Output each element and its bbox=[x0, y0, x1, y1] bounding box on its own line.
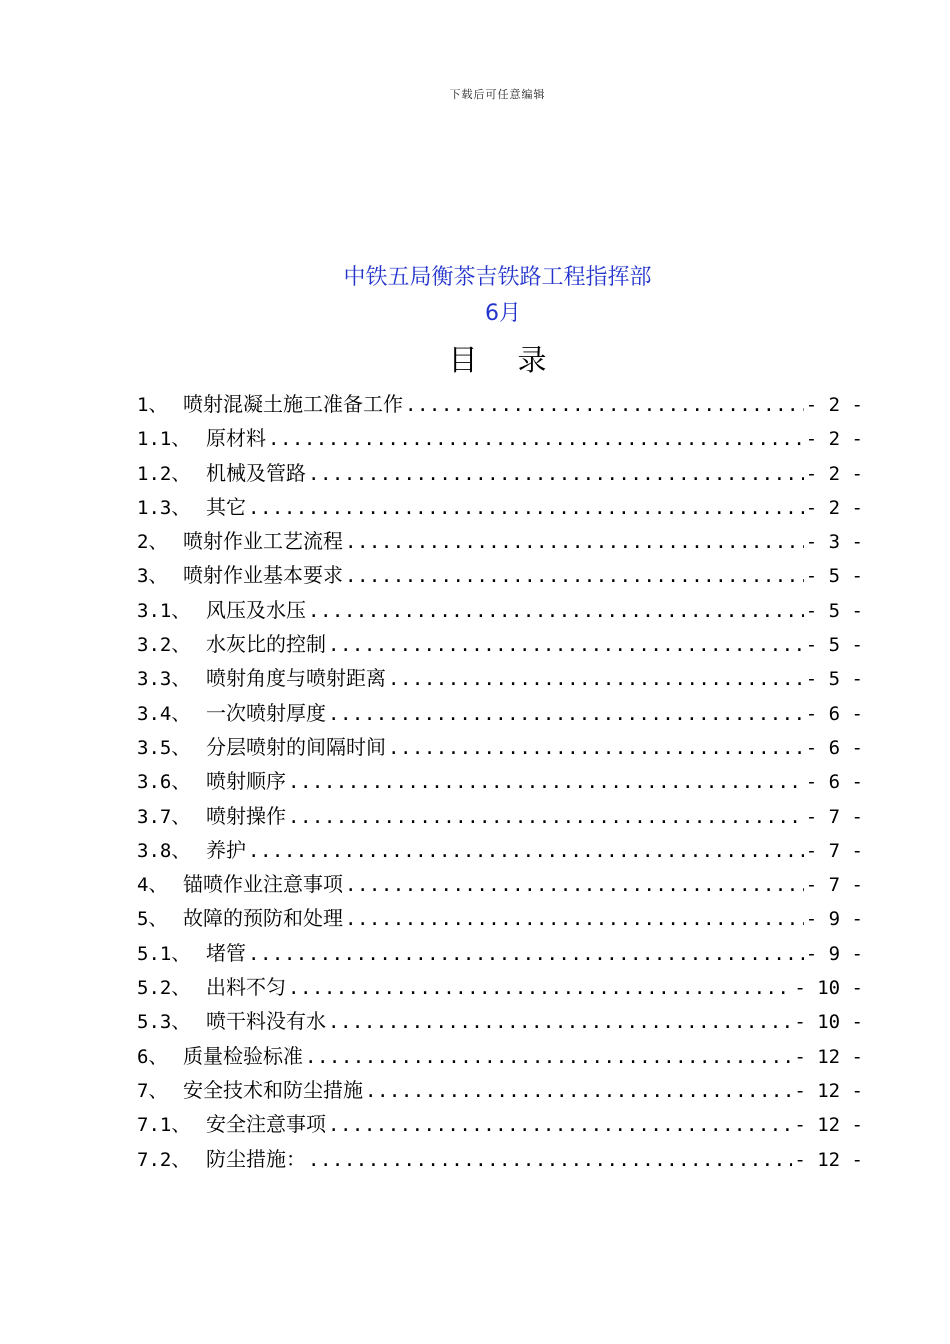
toc-entry[interactable] bbox=[137, 491, 863, 525]
toc-dot-leader bbox=[308, 1149, 792, 1171]
toc-entry[interactable] bbox=[137, 834, 863, 868]
toc-entry[interactable] bbox=[137, 868, 863, 902]
toc-dot-leader bbox=[345, 874, 804, 896]
toc-entry-title: 水灰比的控制 bbox=[206, 632, 326, 657]
toc-entry-title: 喷干料没有水 bbox=[206, 1009, 326, 1034]
toc-entry[interactable] bbox=[137, 422, 863, 456]
toc-entry-title: 喷射作业基本要求 bbox=[183, 563, 343, 588]
toc-entry-number: 3.3、 bbox=[137, 668, 191, 691]
toc-entry[interactable] bbox=[137, 971, 863, 1005]
toc-dot-leader bbox=[388, 737, 804, 759]
toc-entry-page: - 2 - bbox=[805, 462, 863, 485]
toc-entry-page: - 12 - bbox=[794, 1079, 863, 1102]
toc-entry-page: - 9 - bbox=[805, 942, 863, 965]
toc-entry-page: - 10 - bbox=[794, 977, 863, 1000]
toc-entry-number: 1.3、 bbox=[137, 496, 191, 519]
toc-entry[interactable] bbox=[137, 457, 863, 491]
toc-dot-leader bbox=[248, 840, 804, 862]
toc-entry-page: - 9 - bbox=[805, 908, 863, 931]
toc-entry-title: 喷射混凝土施工准备工作 bbox=[183, 392, 403, 416]
toc-dot-leader bbox=[388, 668, 804, 690]
toc-entry-number: 6、 bbox=[137, 1045, 168, 1068]
toc-dot-leader bbox=[268, 428, 804, 450]
toc-entry-page: - 5 - bbox=[805, 634, 863, 657]
toc-entry-title: 机械及管路 bbox=[206, 460, 306, 485]
toc-entry[interactable] bbox=[137, 628, 863, 662]
toc-entry-title: 喷射作业工艺流程 bbox=[183, 529, 343, 554]
toc-entry-title: 出料不匀 bbox=[206, 975, 286, 1000]
toc-entry-number: 2、 bbox=[137, 531, 168, 554]
toc-entry-number: 1.1、 bbox=[137, 428, 191, 451]
toc-entry-page: - 3 - bbox=[805, 531, 863, 554]
toc-entry-title: 喷射操作 bbox=[206, 803, 286, 828]
toc-dot-leader bbox=[305, 1046, 792, 1068]
toc-entry-page: - 5 - bbox=[805, 668, 863, 691]
toc-entry-number: 7.2、 bbox=[137, 1148, 191, 1171]
toc-entry-page: - 10 - bbox=[794, 1011, 863, 1034]
toc-dot-leader bbox=[328, 1114, 792, 1136]
toc-dot-leader bbox=[308, 463, 804, 485]
toc-entry-number: 5.1、 bbox=[137, 942, 191, 965]
toc-entry-title: 原材料 bbox=[206, 426, 266, 451]
toc-entry-page: - 12 - bbox=[794, 1114, 863, 1137]
toc-entry[interactable] bbox=[137, 731, 863, 765]
toc-entry-page: - 7 - bbox=[805, 805, 863, 828]
toc-entry[interactable] bbox=[137, 1143, 863, 1177]
toc-entry-title: 堵管 bbox=[206, 940, 246, 965]
toc-entry[interactable] bbox=[137, 765, 863, 799]
toc-dot-leader bbox=[345, 908, 804, 930]
toc-entry-number: 3.8、 bbox=[137, 839, 191, 862]
document-date: 6月 bbox=[485, 301, 521, 326]
toc-entry-page: - 2 - bbox=[805, 428, 863, 451]
toc-title: 目录 bbox=[448, 343, 587, 377]
toc-entry-number: 7.1、 bbox=[137, 1114, 191, 1137]
toc-entry-number: 5、 bbox=[137, 908, 168, 931]
toc-dot-leader bbox=[248, 497, 804, 519]
toc-entry-number: 5.3、 bbox=[137, 1011, 191, 1034]
toc-entry-number: 3.4、 bbox=[137, 702, 191, 725]
organization-name: 中铁五局衡茶吉铁路工程指挥部 bbox=[343, 265, 652, 290]
toc-entry-page: - 6 - bbox=[805, 736, 863, 759]
toc-entry-title: 故障的预防和处理 bbox=[183, 906, 343, 931]
toc-entry-title: 防尘措施： bbox=[206, 1146, 306, 1171]
toc-entry-title: 喷射顺序 bbox=[206, 769, 286, 794]
toc-entry-title: 安全技术和防尘措施 bbox=[183, 1077, 363, 1102]
toc-dot-leader bbox=[288, 771, 804, 793]
toc-entry-page: - 7 - bbox=[805, 874, 863, 897]
toc-entry[interactable] bbox=[137, 525, 863, 559]
toc-entry[interactable] bbox=[137, 1074, 863, 1108]
toc-dot-leader bbox=[288, 977, 792, 999]
toc-entry-number: 1、 bbox=[137, 394, 168, 416]
toc-dot-leader bbox=[365, 1080, 792, 1102]
toc-entry-page: - 6 - bbox=[805, 702, 863, 725]
toc-dot-leader bbox=[308, 600, 804, 622]
toc-entry[interactable] bbox=[137, 697, 863, 731]
toc-entry-title: 安全注意事项 bbox=[206, 1112, 326, 1137]
toc-entry-title: 分层喷射的间隔时间 bbox=[206, 734, 386, 759]
toc-entry[interactable] bbox=[137, 662, 863, 696]
toc-entry-title: 养护 bbox=[206, 837, 246, 862]
toc-entry[interactable] bbox=[137, 594, 863, 628]
toc-dot-leader bbox=[328, 1011, 792, 1033]
toc-entry-page: - 12 - bbox=[794, 1148, 863, 1171]
toc-entry[interactable] bbox=[137, 902, 863, 936]
toc-entry-number: 3.2、 bbox=[137, 634, 191, 657]
toc-dot-leader bbox=[328, 703, 804, 725]
toc-entry-number: 4、 bbox=[137, 874, 168, 897]
toc-entry[interactable] bbox=[137, 559, 863, 593]
toc-dot-leader bbox=[288, 806, 804, 828]
header-note: 下载后可任意编辑 bbox=[449, 88, 546, 101]
toc-entry-title: 风压及水压 bbox=[206, 597, 306, 622]
toc-dot-leader bbox=[248, 943, 804, 965]
toc-entry-number: 3.1、 bbox=[137, 599, 191, 622]
toc-entry-page: - 12 - bbox=[794, 1045, 863, 1068]
toc-entry-title: 一次喷射厚度 bbox=[206, 700, 326, 725]
toc-entry-page: - 2 - bbox=[805, 496, 863, 519]
toc-entry[interactable] bbox=[137, 1040, 863, 1074]
toc-entry[interactable] bbox=[137, 937, 863, 971]
toc-entry[interactable] bbox=[137, 800, 863, 834]
toc-entry-number: 5.2、 bbox=[137, 977, 191, 1000]
toc-dot-leader bbox=[345, 531, 804, 553]
toc-entry-page: - 6 - bbox=[805, 771, 863, 794]
toc-entry-number: 3.7、 bbox=[137, 805, 191, 828]
toc-entry-page: - 7 - bbox=[805, 839, 863, 862]
toc-entry-page: - 5 - bbox=[805, 565, 863, 588]
toc-entry-number: 3、 bbox=[137, 565, 168, 588]
toc-entry-title: 喷射角度与喷射距离 bbox=[206, 666, 386, 691]
toc-entry-page: - 5 - bbox=[805, 599, 863, 622]
toc-dot-leader bbox=[405, 394, 804, 416]
toc-entry[interactable] bbox=[137, 1108, 863, 1142]
toc-entry-page: - 2 - bbox=[805, 394, 863, 416]
toc-entry-title: 质量检验标准 bbox=[183, 1043, 303, 1068]
toc-entry-number: 1.2、 bbox=[137, 462, 191, 485]
toc-dot-leader bbox=[328, 634, 804, 656]
toc-dot-leader bbox=[345, 565, 804, 587]
table-of-contents bbox=[137, 388, 863, 1177]
toc-entry-title: 锚喷作业注意事项 bbox=[183, 872, 343, 897]
toc-entry[interactable] bbox=[137, 388, 863, 422]
toc-entry-number: 3.5、 bbox=[137, 736, 191, 759]
toc-entry[interactable] bbox=[137, 1005, 863, 1039]
toc-entry-number: 3.6、 bbox=[137, 771, 191, 794]
toc-entry-title: 其它 bbox=[206, 494, 246, 519]
toc-entry-number: 7、 bbox=[137, 1079, 168, 1102]
